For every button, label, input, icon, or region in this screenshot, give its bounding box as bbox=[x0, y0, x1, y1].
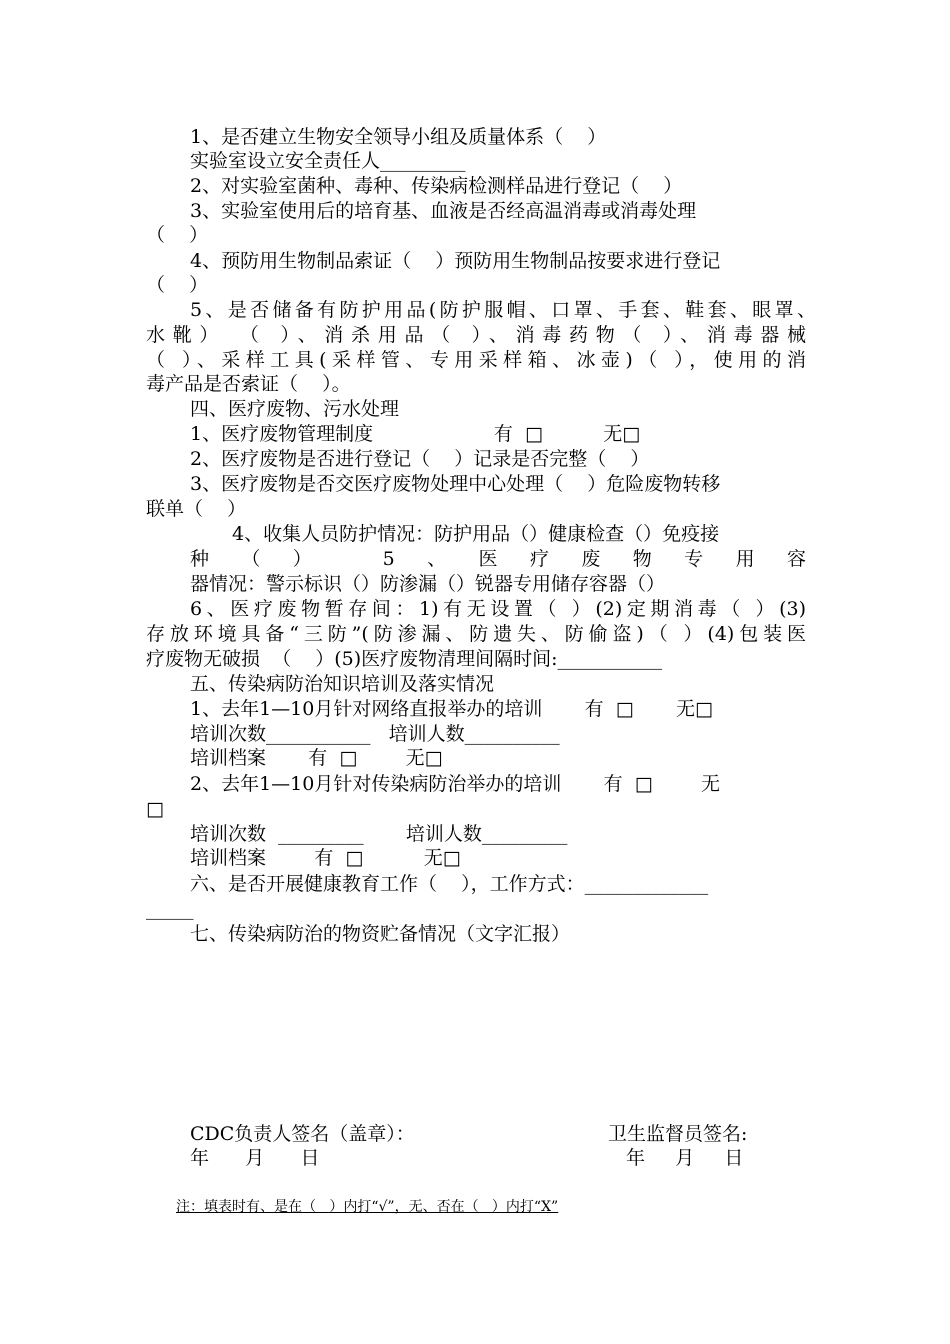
waste-item-6-cont-1: 存放环境具备“三防”(防渗漏、防遗失、防偷盗)（ ）(4)包装医 bbox=[146, 623, 806, 645]
training-item-1-archive: 培训档案 有 □ 无□ bbox=[190, 747, 443, 769]
item-4-biologics: 4、预防用生物制品索证（ ）预防用生物制品按要求进行登记 bbox=[190, 250, 721, 272]
footnote: 注：填表时有、是在（ ）内打“√”，无、否在（ ）内打“X” bbox=[176, 1199, 559, 1215]
cdc-signature-date: 年 月 日 bbox=[190, 1147, 320, 1169]
waste-item-3-cont: 联单（ ） bbox=[146, 498, 247, 520]
training-item-2-archive: 培训档案 有 □ 无□ bbox=[190, 847, 461, 869]
training-item-1: 1、去年1—10月针对网络直报举办的培训 有 □ 无□ bbox=[190, 698, 713, 720]
waste-item-1: 1、医疗废物管理制度 有 □ 无□ bbox=[190, 423, 641, 445]
training-item-1-counts: 培训次数___________ 培训人数__________ bbox=[190, 723, 560, 745]
waste-item-4-cont: 种（） 5、医疗废物专用容 bbox=[190, 548, 806, 570]
waste-item-6-cont-2: 疗废物无破损 （ ）(5)医疗废物清理间隔时间:___________ bbox=[146, 648, 663, 670]
section-7-heading: 七、传染病防治的物资贮备情况（文字汇报） bbox=[190, 923, 571, 945]
inspector-signature-label: 卫生监督员签名: bbox=[608, 1123, 748, 1145]
section-6-health-education: 六、是否开展健康教育工作（ ），工作方式：_____________ bbox=[190, 873, 709, 895]
training-item-2-counts: 培训次数 _________ 培训人数_________ bbox=[190, 823, 568, 845]
item-3-disinfection: 3、实验室使用后的培育基、血液是否经高温消毒或消毒处理 bbox=[190, 200, 697, 222]
item-4-biologics-cont: （ ） bbox=[146, 274, 209, 296]
item-3-disinfection-cont: （ ） bbox=[146, 224, 209, 246]
item-5-protective-gear-cont-3: 毒产品是否索证（ ）。 bbox=[146, 373, 351, 395]
item-5-protective-gear: 5、是否储备有防护用品(防护服帽、口罩、手套、鞋套、眼罩、 bbox=[190, 299, 816, 321]
section-6-cont: _____ bbox=[146, 898, 194, 920]
item-5-protective-gear-cont-1: 水靴） （ ）、消杀用品（ ）、消毒药物（ ）、消毒器械 bbox=[146, 324, 806, 346]
inspector-signature-date: 年 月 日 bbox=[626, 1147, 744, 1169]
waste-item-3: 3、医疗废物是否交医疗废物处理中心处理（ ）危险废物转移 bbox=[190, 473, 721, 495]
training-item-2-cont: □ bbox=[146, 798, 164, 820]
waste-item-5-cont: 器情况：警示标识（）防渗漏（）锐器专用储存容器（） bbox=[190, 573, 666, 595]
section-5-heading: 五、传染病防治知识培训及落实情况 bbox=[190, 673, 495, 695]
training-item-2: 2、去年1—10月针对传染病防治举办的培训 有 □ 无 bbox=[190, 773, 720, 795]
cdc-signature-label: CDC负责人签名（盖章）： bbox=[190, 1123, 415, 1145]
waste-item-4: 4、收集人员防护情况：防护用品（）健康检查（）免疫接 bbox=[232, 523, 720, 545]
waste-item-6: 6、医疗废物暂存间：1)有无设置（ ）(2)定期消毒（ ）(3) bbox=[190, 598, 806, 620]
item-2-sample-registration: 2、对实验室菌种、毒种、传染病检测样品进行登记（ ） bbox=[190, 175, 683, 197]
item-lab-safety-officer: 实验室设立安全责任人_________ bbox=[190, 150, 466, 172]
waste-item-2: 2、医疗废物是否进行登记（ ）记录是否完整（ ） bbox=[190, 448, 650, 470]
item-1-biosafety-group: 1、是否建立生物安全领导小组及质量体系（ ） bbox=[190, 126, 607, 148]
section-4-heading: 四、医疗废物、污水处理 bbox=[190, 398, 400, 420]
item-5-protective-gear-cont-2: （ ）、采样工具(采样管、专用采样箱、冰壶)（ ），使用的消 bbox=[146, 349, 806, 371]
